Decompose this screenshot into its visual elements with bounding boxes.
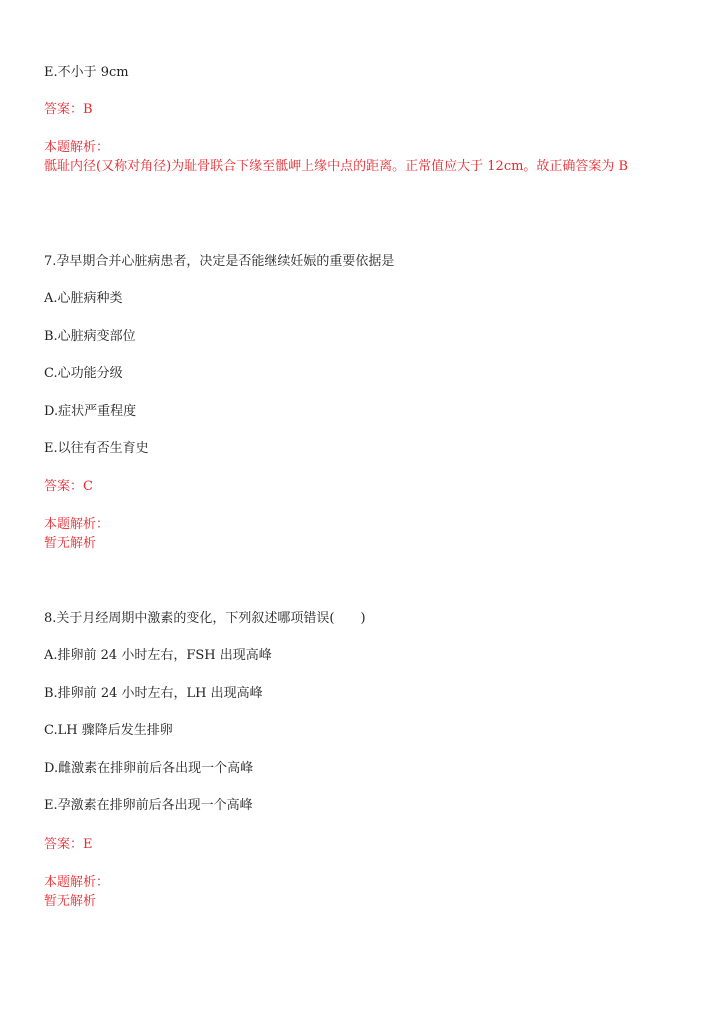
q6-option-e: E.不小于 9cm [44,65,129,80]
q8-answer: 答案：E [44,837,93,852]
q7-option-c: C.心功能分级 [44,366,123,381]
q7-option-e: E.以往有否生育史 [44,441,149,456]
q8-option-c: C.LH 骤降后发生排卵 [44,723,173,738]
q7-analysis-label: 本题解析： [44,517,110,532]
q6-analysis-text: 骶耻内径(又称对角径)为耻骨联合下缘至骶岬上缘中点的距离。正常值应大于 12cm。故正确答案为 B [44,159,629,174]
q8-option-b: B.排卵前 24 小时左右，LH 出现高峰 [44,686,263,701]
q8-option-a: A.排卵前 24 小时左右，FSH 出现高峰 [44,648,272,663]
q7-option-a: A.心脏病种类 [44,291,123,306]
q8-option-e: E.孕激素在排卵前后各出现一个高峰 [44,798,253,813]
q7-answer: 答案：C [44,479,93,494]
q7-question: 7.孕早期合并心脏病患者，决定是否能继续妊娠的重要依据是 [44,254,395,269]
q6-answer: 答案：B [44,102,93,117]
q8-question: 8.关于月经周期中激素的变化，下列叙述哪项错误( ) [44,611,366,626]
q8-option-d: D.雌激素在排卵前后各出现一个高峰 [44,761,254,776]
q7-analysis-text: 暂无解析 [44,536,97,551]
q7-option-b: B.心脏病变部位 [44,329,136,344]
q7-option-d: D.症状严重程度 [44,404,137,419]
q6-analysis-label: 本题解析： [44,140,110,155]
q8-analysis-label: 本题解析： [44,875,110,890]
q8-analysis-text: 暂无解析 [44,894,97,909]
